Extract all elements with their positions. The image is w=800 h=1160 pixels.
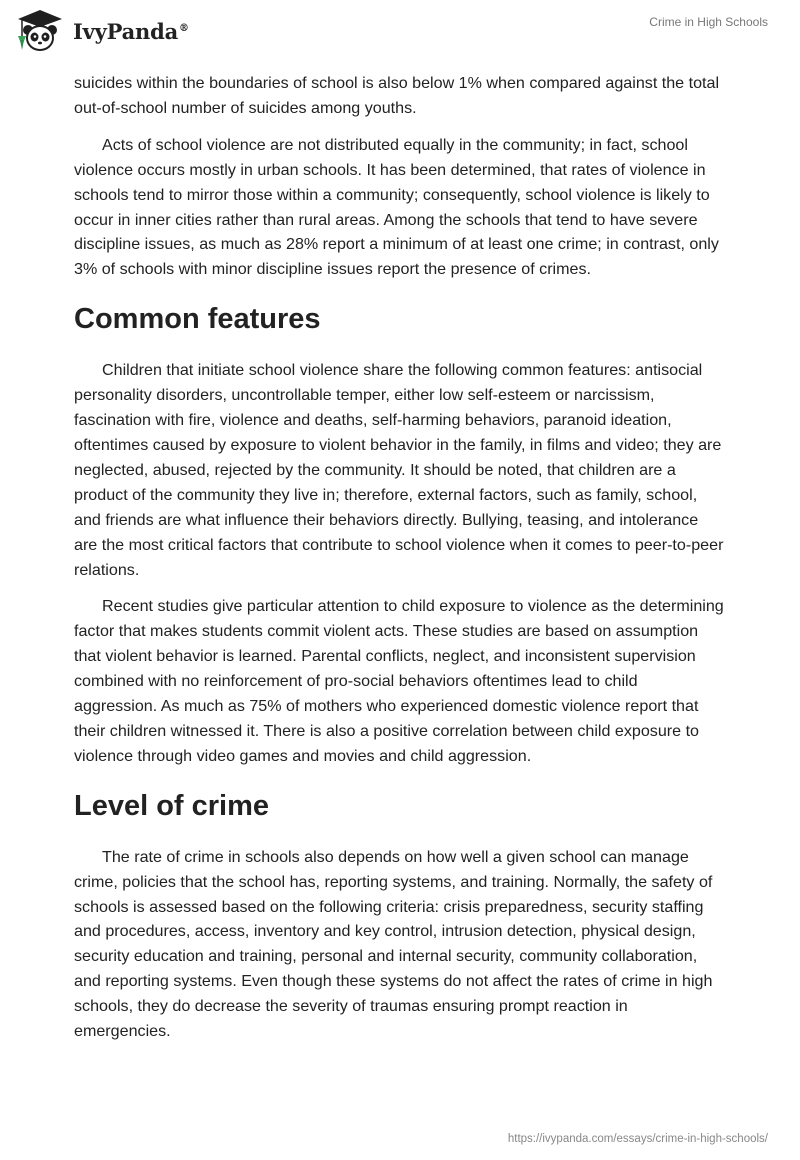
essay-content	[74, 71, 724, 1056]
paragraph-common-features: Children that initiate school violence share the following common features: antisocial personality disorders, uncontrollable temper, either low self-esteem or narcissism, fascination with fire, violence and deaths, self-harming behaviors, paranoid ideation, oftentimes caused by exposure to violent behavior in the family, in films and video; they are neglected, abused, rejected by the community. It should be noted, that children are a product of the community they live in; therefore, external factors, such as family, school, and friends are what influence their behaviors directly. Bullying, teasing, and intolerance are the most critical factors that contribute to school violence when it comes to peer-to-peer relations.	[74, 361, 724, 579]
document-title: Crime in High Schools	[649, 15, 768, 29]
registered-mark: ®	[179, 22, 189, 34]
paragraph-continued: suicides within the boundaries of school is also below 1% when compared against the total out-of-school number of suicides among youths.	[74, 74, 720, 117]
panda-graduate-icon	[14, 8, 66, 54]
heading-common-features: Common features	[74, 303, 321, 336]
ivypanda-logo[interactable]	[14, 8, 189, 54]
page-header	[0, 0, 800, 66]
paragraph-exposure-to-violence: Recent studies give particular attention to child exposure to violence as the determining factor that makes students commit violent acts. These studies are based on assumption that violent behavior is learned. Parental conflicts, neglect, and inconsistent supervision combined with no reinforcement of pro-social behaviors oftentimes lead to child aggression. As much as 75% of mothers who experienced domestic violence report that their children witnessed it. There is also a positive correlation between child exposure to violence through video games and movies and child aggression.	[74, 597, 724, 765]
paragraph-level-of-crime: The rate of crime in schools also depends on how well a given school can manage crime, policies that the school has, reporting systems, and training. Normally, the safety of schools is assessed based on the following criteria: crisis preparedness, security staffing and procedures, access, inventory and key control, intrusion detection, physical design, security education and training, personal and internal security, community collaboration, and reporting systems. Even though these systems do not affect the rates of crime in high schools, they do decrease the severity of traumas ensuring prompt reaction in emergencies.	[74, 847, 713, 1041]
paragraph-school-violence-distribution: Acts of school violence are not distributed equally in the community; in fact, school violence occurs mostly in urban schools. It has been determined, that rates of violence in schools tend to mirror those within a community; consequently, school violence is likely to occur in inner cities rather than rural areas. Among the schools that tend to have severe discipline issues, as much as 28% report a minimum of at least one crime; in contrast, only 3% of schools with minor discipline issues report the presence of crimes.	[74, 135, 719, 279]
heading-level-of-crime: Level of crime	[74, 789, 270, 822]
brand-text: IvyPanda	[73, 18, 179, 44]
source-url-link[interactable]: https://ivypanda.com/essays/crime-in-high-schools/	[507, 1133, 768, 1145]
brand-name	[73, 19, 189, 44]
